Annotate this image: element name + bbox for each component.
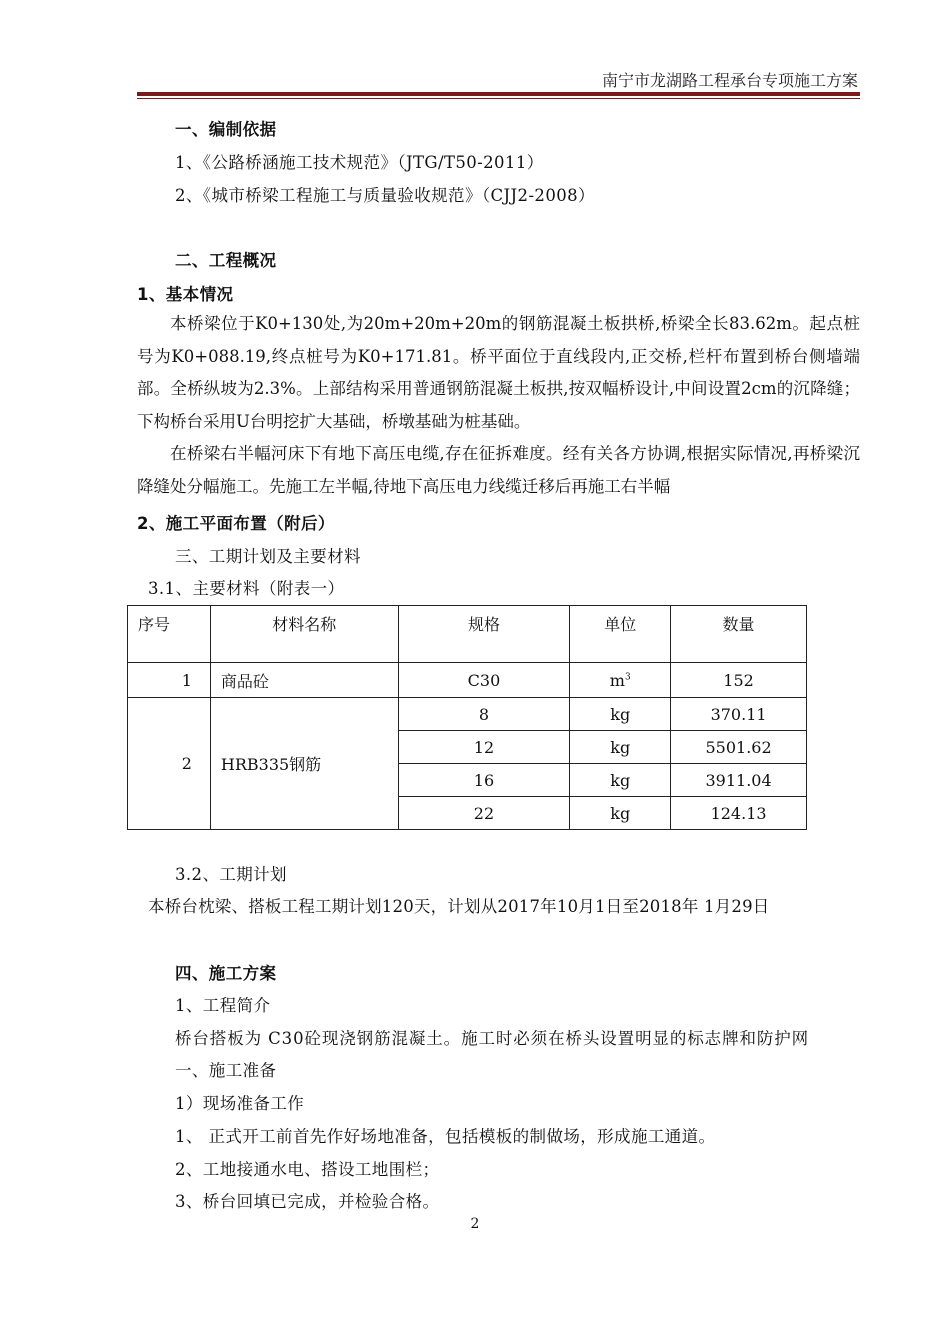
row2-name: HRB335钢筋	[210, 698, 398, 830]
row1-name: 商品砼	[210, 663, 398, 698]
section3-heading: 三、工期计划及主要材料	[175, 547, 361, 566]
reference-item-1: 1、《公路桥涵施工技术规范》（JTG/T50-2011）	[175, 153, 544, 172]
section1-heading: 一、编制依据	[175, 120, 277, 139]
row1-unit-base: m	[609, 670, 625, 690]
row1-no: 1	[128, 663, 211, 698]
prep-item-3: 3、桥台回填已完成，并检验合格。	[175, 1192, 440, 1211]
row2-unit-2: kg	[570, 731, 671, 764]
row1-unit	[570, 663, 671, 698]
page-number: 2	[470, 1216, 480, 1232]
table-header-row	[128, 606, 807, 663]
schedule-heading: 3.2、工期计划	[175, 865, 287, 884]
row2-no: 2	[128, 698, 211, 830]
row2-qty-1: 370.11	[671, 698, 807, 731]
row2-unit-3: kg	[570, 764, 671, 797]
page-header-title: 南宁市龙湖路工程承台专项施工方案	[601, 71, 858, 90]
materials-heading: 3.1、主要材料（附表一）	[148, 579, 345, 598]
row1-spec: C30	[398, 663, 570, 698]
row2-qty-3: 3911.04	[671, 764, 807, 797]
row2-spec-3: 16	[398, 764, 570, 797]
preparation-heading: 一、施工准备	[175, 1061, 277, 1080]
header-no: 序号	[128, 606, 211, 663]
section2-heading: 二、工程概况	[175, 251, 277, 270]
table-row	[128, 663, 807, 698]
header-rule-thin	[137, 98, 860, 99]
row2-spec-4: 22	[398, 797, 570, 830]
row2-qty-4: 124.13	[671, 797, 807, 830]
row2-unit-1: kg	[570, 698, 671, 731]
header-rule-thick	[137, 92, 860, 96]
schedule-text: 本桥台枕梁、搭板工程工期计划120天，计划从2017年10月1日至2018年 1月29日	[148, 897, 770, 916]
row2-spec-1: 8	[398, 698, 570, 731]
row2-unit-4: kg	[570, 797, 671, 830]
project-intro-heading: 1、工程简介	[175, 996, 271, 1015]
basic-info-paragraph: 本桥梁位于K0+130处,为20m+20m+20m的钢筋混凝土板拱桥,桥梁全长83.62m。起点桩号为K0+088.19,终点桩号为K0+171.81。桥平面位于直线段内,正交桥,栏杆布置到桥台侧墙端部。全桥纵坡为2.3%。上部结构采用普通钢筋混凝土板拱,按双幅桥设计,中间设置2cm的沉降缝；下构桥台采用U台明挖扩大基础，桥墩基础为桩基础。	[137, 314, 860, 431]
prep-item-2: 2、工地接通水电、搭设工地围栏；	[175, 1160, 440, 1179]
header-name: 材料名称	[210, 606, 398, 663]
row2-qty-2: 5501.62	[671, 731, 807, 764]
row1-qty: 152	[671, 663, 807, 698]
project-intro-text: 桥台搭板为 C30砼现浇钢筋混凝土。施工时必须在桥头设置明显的标志牌和防护网	[175, 1029, 810, 1048]
header-spec: 规格	[398, 606, 570, 663]
section4-heading: 四、施工方案	[175, 964, 277, 983]
header-qty: 数量	[671, 606, 807, 663]
reference-item-2: 2、《城市桥梁工程施工与质量验收规范》（CJJ2-2008）	[175, 186, 595, 205]
header-unit: 单位	[570, 606, 671, 663]
prep-item-1: 1、 正式开工前首先作好场地准备，包括模板的制做场，形成施工通道。	[175, 1127, 716, 1146]
construction-split-paragraph: 在桥梁右半幅河床下有地下高压电缆,存在征拆难度。经有关各方协调,根据实际情况,再桥梁沉降缝处分幅施工。先施工左半幅,待地下高压电力线缆迁移后再施工右半幅	[137, 444, 860, 496]
table-row	[128, 698, 807, 731]
layout-heading: 2、施工平面布置（附后）	[137, 514, 335, 533]
materials-table	[127, 605, 807, 830]
site-prep-heading: 1）现场准备工作	[175, 1094, 305, 1113]
basic-info-heading: 1、基本情况	[137, 285, 234, 304]
row1-unit-sup: 3	[624, 672, 631, 683]
row2-spec-2: 12	[398, 731, 570, 764]
